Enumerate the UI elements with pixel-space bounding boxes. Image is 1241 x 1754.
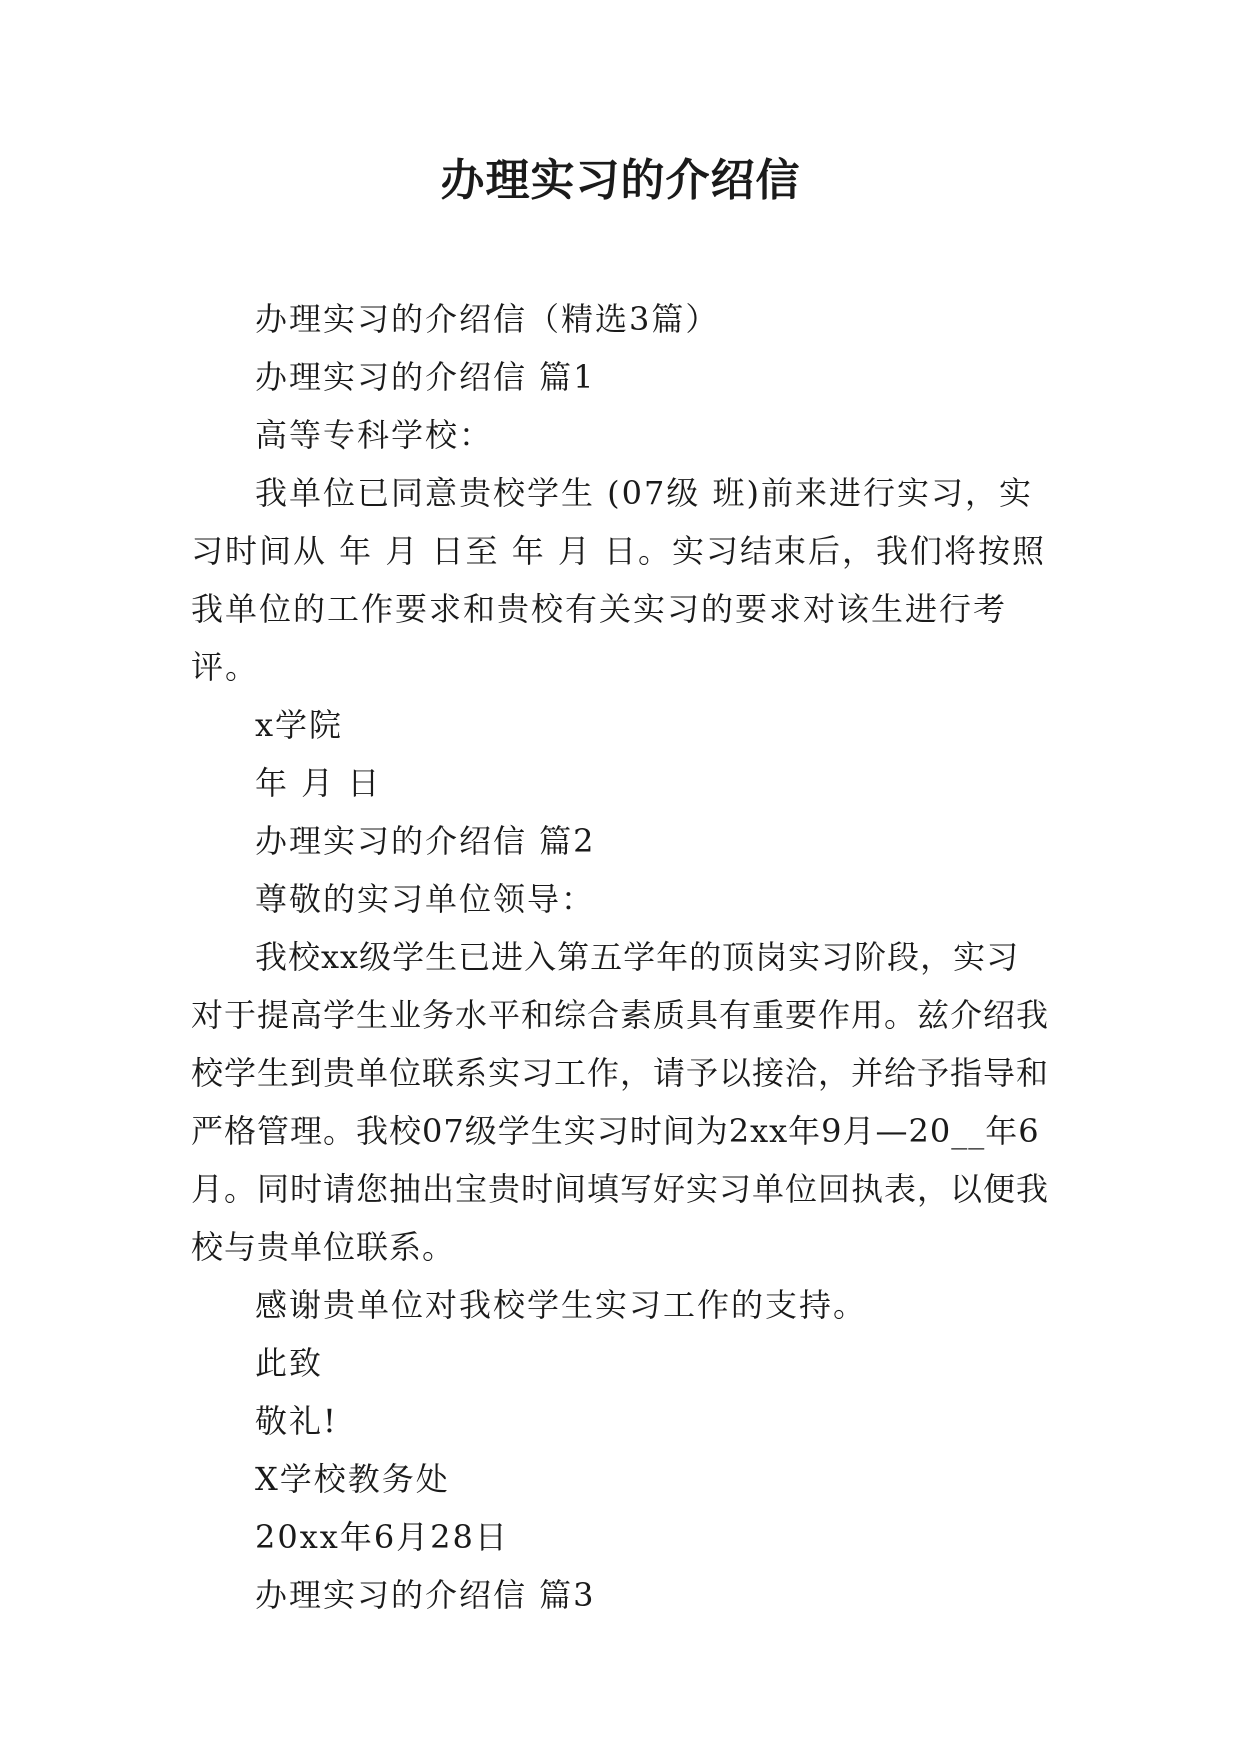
paragraph-body-1: 我单位已同意贵校学生 (07级 班)前来进行实习，实习时间从 年 月 日至 年 月 日。实习结束后，我们将按照我单位的工作要求和贵校有关实习的要求对该生进行考评。 <box>191 474 1047 686</box>
paragraph-section-heading-2: 办理实习的介绍信 篇2 <box>255 822 596 860</box>
paragraph-closing: 此致 <box>255 1344 324 1382</box>
paragraph-date-2: 20xx年6月28日 <box>255 1518 509 1556</box>
paragraph-regards: 敬礼! <box>255 1402 338 1440</box>
paragraph-section-heading-1: 办理实习的介绍信 篇1 <box>255 358 596 396</box>
paragraph-salutation-2: 尊敬的实习单位领导： <box>255 880 596 918</box>
paragraph-subtitle: 办理实习的介绍信（精选3篇） <box>255 300 720 338</box>
document-body <box>191 290 1051 1624</box>
paragraph-salutation-1: 高等专科学校： <box>255 416 494 454</box>
paragraph-section-heading-3: 办理实习的介绍信 篇3 <box>255 1576 596 1614</box>
paragraph-signature-1: x学院 <box>255 706 344 744</box>
paragraph-thanks: 感谢贵单位对我校学生实习工作的支持。 <box>255 1286 868 1324</box>
document-title: 办理实习的介绍信 <box>440 155 801 206</box>
paragraph-date-1: 年 月 日 <box>255 764 382 802</box>
paragraph-body-2: 我校xx级学生已进入第五学年的顶岗实习阶段，实习对于提高学生业务水平和综合素质具有重要作用。兹介绍我校学生到贵单位联系实习工作，请予以接洽，并给予指导和严格管理。我校07级学生实习时间为2xx年9月—20__年6月。同时请您抽出宝贵时间填写好实习单位回执表，以便我校与贵单位联系。 <box>191 938 1050 1266</box>
paragraph-signature-2: X学校教务处 <box>255 1460 450 1498</box>
